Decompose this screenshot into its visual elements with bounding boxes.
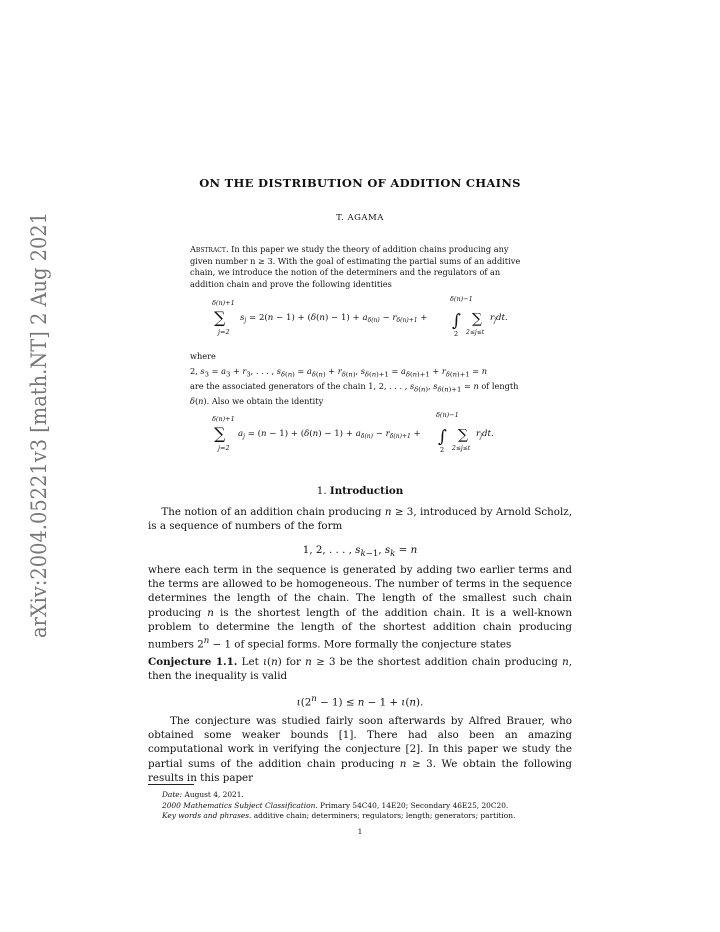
svg-text:2≤j≤t: 2≤j≤t bbox=[466, 329, 485, 336]
footnote-keywords bbox=[148, 811, 572, 822]
msc-value: Primary 54C40, 14E20; Secondary 46E25, 20C20. bbox=[317, 800, 509, 810]
abstract-text-2: are the associated generators of the chain 1, 2, . . . , $s_{\delta(n)}$, $s_{\delta(n)+1} = n$ of length δ(n). Also we obtain the identity bbox=[190, 381, 519, 407]
svg-text:∫: ∫ bbox=[438, 426, 447, 447]
svg-text:∑: ∑ bbox=[472, 311, 482, 327]
svg-text:aj = (n − 1) + (δ(n) − 1) + aδ: $a_j = (n - 1) + (\delta(n) - 1) + a_{\delta(n)} - r_{\delta(n)+1}$ + bbox=[238, 428, 421, 440]
svg-text:δ(n)−1: δ(n)−1 bbox=[436, 411, 459, 419]
intro-paragraph-3: The conjecture was studied fairly soon afterwards by Alfred Brauer, who obtained some weaker bounds [1]. There had also been an amazing computational work in verifying the conjecture [2]. In this paper we study the partial sums of the addition chain producing n ≥ 3. We obtain the following results in this paper bbox=[148, 715, 572, 784]
intro-paragraph-1: The notion of an addition chain producing n ≥ 3, introduced by Arnold Scholz, is a sequence of numbers of the form bbox=[148, 506, 573, 533]
svg-text:2: 2 bbox=[440, 445, 445, 454]
svg-text:j=2: j=2 bbox=[218, 443, 230, 452]
arxiv-margin-svg bbox=[8, 210, 60, 640]
eq1-render bbox=[200, 296, 540, 340]
abstract-equation-1 bbox=[190, 296, 530, 345]
abstract-paragraph bbox=[190, 244, 530, 290]
section-title: Introduction bbox=[329, 485, 404, 497]
section-heading bbox=[0, 485, 720, 497]
footnotes bbox=[148, 790, 572, 822]
svg-text:rjdt.: $r_jdt$. bbox=[490, 313, 508, 324]
svg-text:∫: ∫ bbox=[452, 311, 461, 331]
footnote-rule bbox=[148, 784, 194, 785]
svg-text:sj = 2(n − 1) + (δ(n) − 1) + a: $s_j = 2(n - 1) + (\delta(n) - 1) + a_{\delta(n)} - r_{\delta(n)+1}$ + bbox=[240, 313, 428, 324]
intro-paragraph-2: where each term in the sequence is generated by adding two earlier terms and the terms are allowed to be homogeneous. The number of terms in the sequence determines the length of the chain. The length of the smallest such chain producing n is the shortest length of the addition chain. It is a well-known problem to determine the length of the shortest addition chain producing numbers $2^n - 1$ of special forms. More formally the conjecture states bbox=[148, 564, 572, 651]
section-number: 1. bbox=[316, 485, 327, 497]
paper-author: T. AGAMA bbox=[336, 213, 384, 223]
svg-text:δ(n)+1: δ(n)+1 bbox=[212, 414, 235, 423]
svg-text:∑: ∑ bbox=[214, 423, 226, 443]
abstract-label: Abstract. bbox=[190, 244, 229, 254]
svg-text:∑: ∑ bbox=[214, 308, 226, 327]
abstract-text: In this paper we study the theory of addition chains producing any given number n ≥ 3. With the goal of estimating the partial sums of an additive chain, we introduce the notion of the determiners and the regulators of an addition chain and prove the following identities bbox=[190, 244, 521, 289]
conjecture-inequality: $\iota(2^n - 1) \le n - 1 + \iota(n)$. bbox=[296, 694, 424, 709]
footnote-msc bbox=[148, 801, 572, 812]
svg-text:∑: ∑ bbox=[458, 426, 468, 443]
abstract-generators-line: 2, $s_3 = a_3 + r_3$, . . . , $s_{\delta(n)} = a_{\delta(n)} + r_{\delta(n)}$, $s_{\delta(n)+1} = a_{\delta(n)+1} + r_{\delta(n)+1} = n$ bbox=[190, 366, 488, 379]
svg-text:2: 2 bbox=[454, 330, 459, 338]
abstract-where: where bbox=[190, 350, 216, 361]
svg-text:δ(n)−1: δ(n)−1 bbox=[450, 296, 473, 303]
abstract bbox=[190, 244, 530, 460]
svg-text:δ(n)+1: δ(n)+1 bbox=[212, 299, 235, 307]
paper-title: ON THE DISTRIBUTION OF ADDITION CHAINS bbox=[199, 176, 521, 190]
keywords-value: additive chain; determiners; regulators; length; generators; partition. bbox=[251, 811, 516, 820]
abstract-equation-2 bbox=[190, 412, 530, 461]
sequence-display: 1, 2, . . . , $s_{k-1}$, $s_k = n$ bbox=[302, 544, 418, 560]
page-number: 1 bbox=[357, 827, 363, 836]
svg-text:j=2: j=2 bbox=[218, 328, 230, 336]
conjecture-label: Conjecture 1.1. bbox=[148, 656, 238, 668]
date-label: Date: bbox=[162, 790, 183, 799]
footnote-date bbox=[148, 790, 572, 801]
conjecture: Conjecture 1.1. Let ι(n) for n ≥ 3 be the shortest addition chain producing n, then the inequality is valid bbox=[148, 656, 573, 683]
arxiv-id-text: arXiv:2004.05221v3 [math.NT] 2 Aug 2021 bbox=[27, 210, 52, 638]
svg-text:2≤j≤t: 2≤j≤t bbox=[452, 444, 471, 452]
arxiv-margin-stamp bbox=[8, 210, 60, 640]
svg-text:rjdt.: $r_jdt$. bbox=[476, 428, 494, 440]
keywords-label: Key words and phrases. bbox=[162, 811, 252, 820]
msc-label: 2000 Mathematics Subject Classification. bbox=[162, 800, 318, 810]
eq2-render bbox=[200, 412, 540, 456]
date-value: August 4, 2021. bbox=[182, 790, 244, 799]
